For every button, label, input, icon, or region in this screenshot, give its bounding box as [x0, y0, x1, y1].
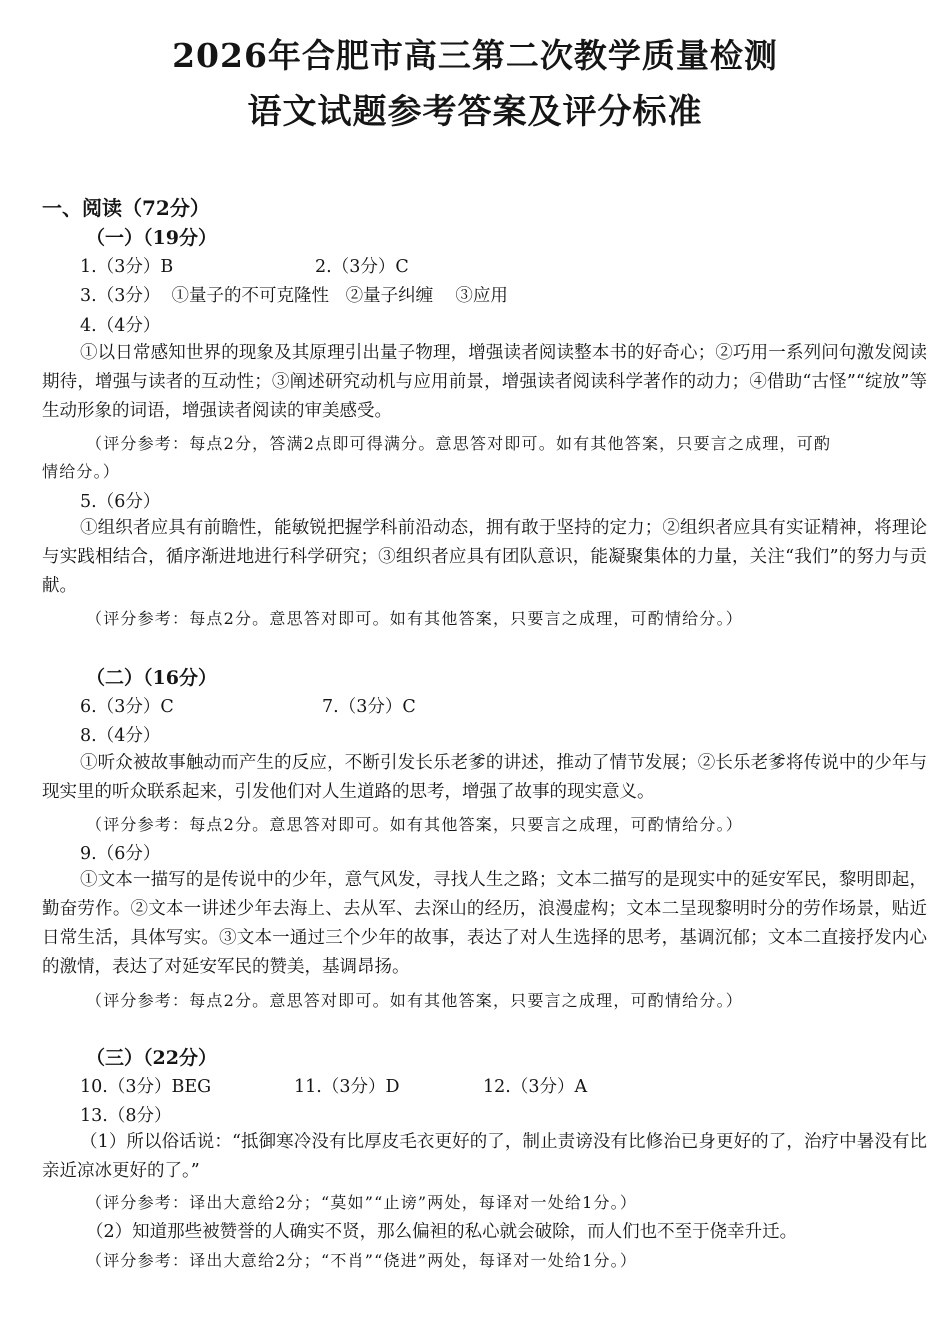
- section-heading-reading: 一、阅读（72分）: [42, 196, 210, 220]
- answer-q6: 6.（3分）C: [80, 697, 174, 717]
- answer-q5: ①组织者应具有前瞻性，能敏锐把握学科前沿动态，拥有敢于坚持的定力；②组织者应具有实证精神，将理论与实践相结合，循序渐进地进行科学研究；③组织者应具有团队意识，能凝聚集体的力量，关注“我们”的努力与贡献。: [42, 518, 927, 596]
- scoring-note-q13-2: （评分参考：译出大意给2分；“不肖”“侥进”两处，每译对一处给1分。）: [86, 1251, 638, 1270]
- answer-q13-1: （1）所以俗话说：“抵御寒冷没有比厚皮毛衣更好的了，制止责谤没有比修治已身更好的了，治疗中暑没有比亲近凉冰更好的了。”: [42, 1132, 927, 1181]
- part-heading-3: （三）（22分）: [86, 1047, 217, 1069]
- answer-q2: 2.（3分）C: [315, 257, 409, 277]
- scoring-note-q13-1: （评分参考：译出大意给2分；“莫如”“止谤”两处，每译对一处给1分。）: [86, 1193, 638, 1212]
- answer-q1: 1.（3分）B: [80, 257, 174, 277]
- scoring-note-q4-line2: 情给分。）: [42, 462, 121, 481]
- question-label-q4: 4.（4分）: [80, 316, 161, 336]
- answer-q7: 7.（3分）C: [322, 697, 416, 717]
- part-heading-1: （一）（19分）: [86, 227, 217, 249]
- answer-q12: 12.（3分）A: [483, 1077, 588, 1097]
- answer-q3: 3.（3分） ①量子的不可克隆性 ②量子纠缠 ③应用: [80, 286, 508, 306]
- question-label-q9: 9.（6分）: [80, 844, 161, 864]
- part-heading-2: （二）（16分）: [86, 667, 217, 689]
- question-label-q13: 13.（8分）: [80, 1106, 172, 1126]
- scoring-note-q8: （评分参考：每点2分。意思答对即可。如有其他答案，只要言之成理，可酌情给分。）: [86, 815, 743, 834]
- answer-q9: ①文本一描写的是传说中的少年，意气风发，寻找人生之路；文本二描写的是现实中的延安军民，黎明即起，勤奋劳作。②文本一讲述少年去海上、去从军、去深山的经历，浪漫虚构；文本二呈现黎明时分的劳作场景，贴近日常生活，具体写实。③文本一通过三个少年的故事，表达了对人生选择的思考，基调沉郁；文本二直接抒发内心的激情，表达了对延安军民的赞美，基调昂扬。: [42, 870, 927, 977]
- scoring-note-q5: （评分参考：每点2分。意思答对即可。如有其他答案，只要言之成理，可酌情给分。）: [86, 609, 743, 628]
- answer-q10: 10.（3分）BEG: [80, 1077, 212, 1097]
- answer-q11: 11.（3分）D: [294, 1077, 400, 1097]
- scoring-note-q4-line1: （评分参考：每点2分，答满2点即可得满分。意思答对即可。如有其他答案，只要言之成理，可酌: [86, 434, 832, 453]
- answer-q8: ①听众被故事触动而产生的反应，不断引发长乐老爹的讲述，推动了情节发展；②长乐老爹将传说中的少年与现实里的听众联系起来，引发他们对人生道路的思考，增强了故事的现实意义。: [42, 753, 927, 802]
- document-title-line1: 2026年合肥市高三第二次教学质量检测: [172, 36, 778, 75]
- answer-q4: ①以日常感知世界的现象及其原理引出量子物理，增强读者阅读整本书的好奇心；②巧用一系列问句激发阅读期待，增强与读者的互动性；③阐述研究动机与应用前景，增强读者阅读科学著作的动力；④借助“古怪”“绽放”等生动形象的词语，增强读者阅读的审美感受。: [42, 343, 927, 421]
- answer-q13-2: （2）知道那些被赞誉的人确实不贤，那么偏袒的私心就会破除，而人们也不至于侥幸升迁。: [86, 1222, 798, 1242]
- question-label-q5: 5.（6分）: [80, 492, 161, 512]
- question-label-q8: 8.（4分）: [80, 726, 161, 746]
- scoring-note-q9: （评分参考：每点2分。意思答对即可。如有其他答案，只要言之成理，可酌情给分。）: [86, 991, 743, 1010]
- document-title-line2: 语文试题参考答案及评分标准: [247, 92, 703, 132]
